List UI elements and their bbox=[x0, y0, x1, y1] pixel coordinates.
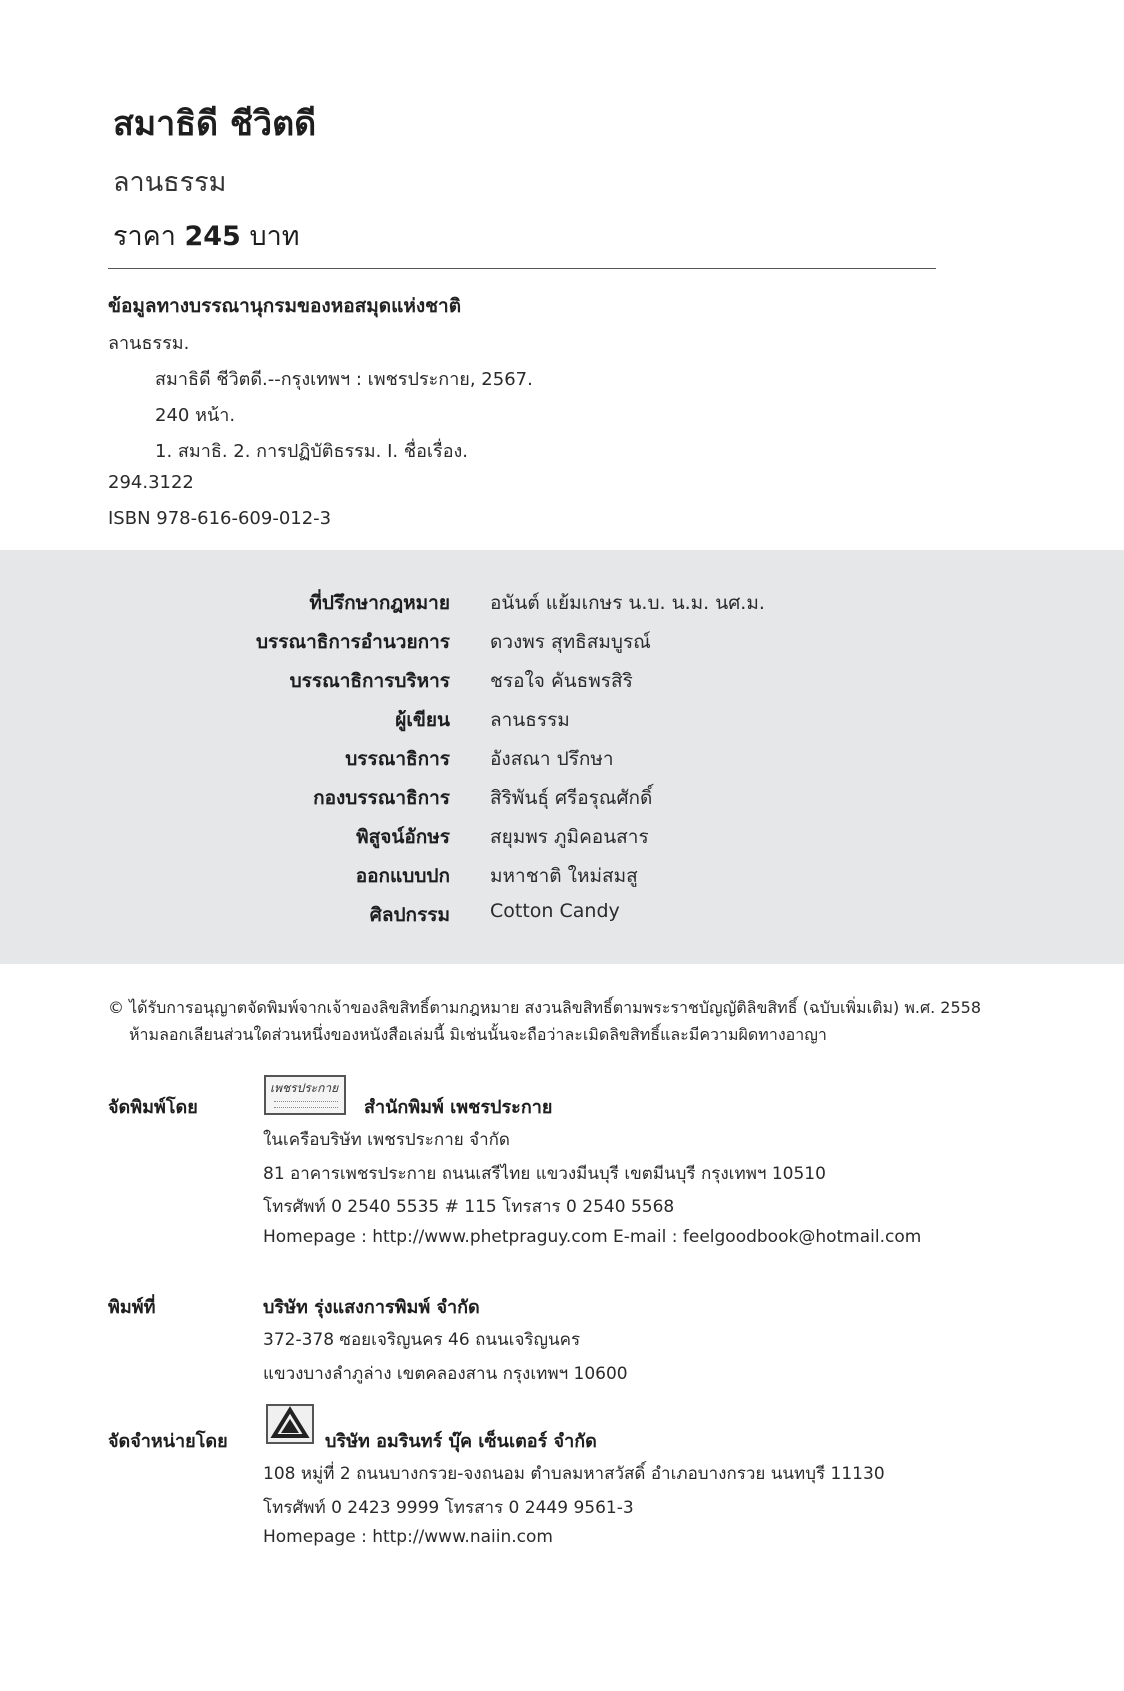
publisher-address: 81 อาคารเพชรประกาย ถนนเสรีไทย แขวงมีนบุรี เขตมีนบุรี กรุงเทพฯ 10510 bbox=[263, 1164, 826, 1184]
credit-label: ที่ปรึกษากฎหมาย bbox=[309, 592, 450, 614]
distributor-phone: โทรศัพท์ 0 2423 9999 โทรสาร 0 2449 9561-3 bbox=[263, 1498, 634, 1518]
publisher-phone: โทรศัพท์ 0 2540 5535 # 115 โทรสาร 0 2540 5568 bbox=[263, 1197, 675, 1217]
publisher-affiliation: ในเครือบริษัท เพชรประกาย จำกัด bbox=[263, 1130, 510, 1150]
credit-label: ออกแบบปก bbox=[355, 865, 450, 887]
cip-classification: 294.3122 bbox=[108, 472, 194, 493]
credit-value: อังสณา ปรึกษา bbox=[490, 748, 614, 770]
publisher-label: จัดพิมพ์โดย bbox=[108, 1097, 198, 1118]
sparkle-icon bbox=[274, 1101, 338, 1108]
book-title: สมาธิดี ชีวิตดี bbox=[113, 104, 317, 144]
publisher-logo bbox=[264, 1075, 346, 1115]
credit-row-executive-editor bbox=[0, 666, 1124, 705]
credits-list bbox=[0, 588, 1124, 939]
distributor-address: 108 หมู่ที่ 2 ถนนบางกรวย-จงถนอม ตำบลมหาสวัสดิ์ อำเภอบางกรวย นนทบุรี 11130 bbox=[263, 1464, 885, 1484]
credit-label: กองบรรณาธิการ bbox=[313, 787, 450, 809]
publisher-logo-text: เพชรประกาย bbox=[270, 1081, 339, 1095]
credit-value: Cotton Candy bbox=[490, 900, 620, 922]
credit-label: พิสูจน์อักษร bbox=[356, 826, 450, 848]
publisher-name: สำนักพิมพ์ เพชรประกาย bbox=[364, 1097, 553, 1118]
credit-value: สิริพันธุ์ ศรีอรุณศักดิ์ bbox=[490, 787, 653, 809]
printer-name: บริษัท รุ่งแสงการพิมพ์ จำกัด bbox=[263, 1297, 480, 1318]
credit-row-legal bbox=[0, 588, 1124, 627]
copyright-line-1: © ได้รับการอนุญาตจัดพิมพ์จากเจ้าของลิขสิทธิ์ตามกฎหมาย สงวนลิขสิทธิ์ตามพระราชบัญญัติลิขสิทธิ์ (ฉบับเพิ่มเติม) พ.ศ. 2558 bbox=[108, 998, 982, 1017]
cip-pages: 240 หน้า. bbox=[155, 405, 236, 426]
credit-value: อนันต์ แย้มเกษร น.บ. น.ม. นศ.ม. bbox=[490, 592, 765, 614]
header-divider bbox=[108, 268, 936, 269]
distributor-label: จัดจำหน่ายโดย bbox=[108, 1431, 228, 1452]
price-prefix: ราคา bbox=[113, 221, 176, 252]
printer-label: พิมพ์ที่ bbox=[108, 1297, 156, 1318]
credit-row-editor bbox=[0, 744, 1124, 783]
credit-row-cover-design bbox=[0, 861, 1124, 900]
publisher-web: Homepage : http://www.phetpraguy.com E-mail : feelgoodbook@hotmail.com bbox=[263, 1227, 922, 1247]
distributor-web: Homepage : http://www.naiin.com bbox=[263, 1527, 553, 1547]
credit-value: ดวงพร สุทธิสมบูรณ์ bbox=[490, 631, 651, 653]
credit-value: ชรอใจ คันธพรสิริ bbox=[490, 670, 633, 692]
credit-row-managing-editor bbox=[0, 627, 1124, 666]
credit-value: ลานธรรม bbox=[490, 709, 570, 731]
credit-value: สยุมพร ภูมิคอนสาร bbox=[490, 826, 649, 848]
copyright-notice bbox=[108, 994, 1098, 1048]
printer-address-2: แขวงบางลำภูล่าง เขตคลองสาน กรุงเทพฯ 10600 bbox=[263, 1364, 628, 1384]
triangle-logo-icon bbox=[268, 1406, 312, 1442]
credit-row-proofreader bbox=[0, 822, 1124, 861]
distributor-name: บริษัท อมรินทร์ บุ๊ค เซ็นเตอร์ จำกัด bbox=[325, 1431, 597, 1452]
credit-label: ผู้เขียน bbox=[395, 709, 450, 731]
credit-label: ศิลปกรรม bbox=[369, 904, 450, 926]
credit-row-author bbox=[0, 705, 1124, 744]
cip-subjects: 1. สมาธิ. 2. การปฏิบัติธรรม. I. ชื่อเรื่อง. bbox=[155, 441, 469, 462]
cip-heading: ข้อมูลทางบรรณานุกรมของหอสมุดแห่งชาติ bbox=[108, 295, 462, 317]
cip-title-line: สมาธิดี ชีวิตดี.--กรุงเทพฯ : เพชรประกาย, 2567. bbox=[155, 369, 533, 390]
book-author: ลานธรรม bbox=[113, 167, 227, 198]
distributor-logo bbox=[266, 1404, 314, 1444]
credit-value: มหาชาติ ใหม่สมสู bbox=[490, 865, 638, 887]
price-amount: 245 bbox=[184, 221, 241, 252]
credit-label: บรรณาธิการบริหาร bbox=[289, 670, 450, 692]
copyright-line-2: ห้ามลอกเลียนส่วนใดส่วนหนึ่งของหนังสือเล่มนี้ มิเช่นนั้นจะถือว่าละเมิดลิขสิทธิ์และมีความผิดทางอาญา bbox=[129, 1025, 827, 1044]
credit-label: บรรณาธิการ bbox=[345, 748, 450, 770]
book-price bbox=[113, 214, 300, 257]
price-suffix: บาท bbox=[249, 221, 300, 252]
printer-address-1: 372-378 ซอยเจริญนคร 46 ถนนเจริญนคร bbox=[263, 1330, 581, 1350]
cip-isbn: ISBN 978-616-609-012-3 bbox=[108, 508, 332, 529]
credit-row-art bbox=[0, 900, 1124, 939]
credit-row-editorial-staff bbox=[0, 783, 1124, 822]
credit-label: บรรณาธิการอำนวยการ bbox=[256, 631, 450, 653]
cip-author: ลานธรรม. bbox=[108, 333, 190, 354]
